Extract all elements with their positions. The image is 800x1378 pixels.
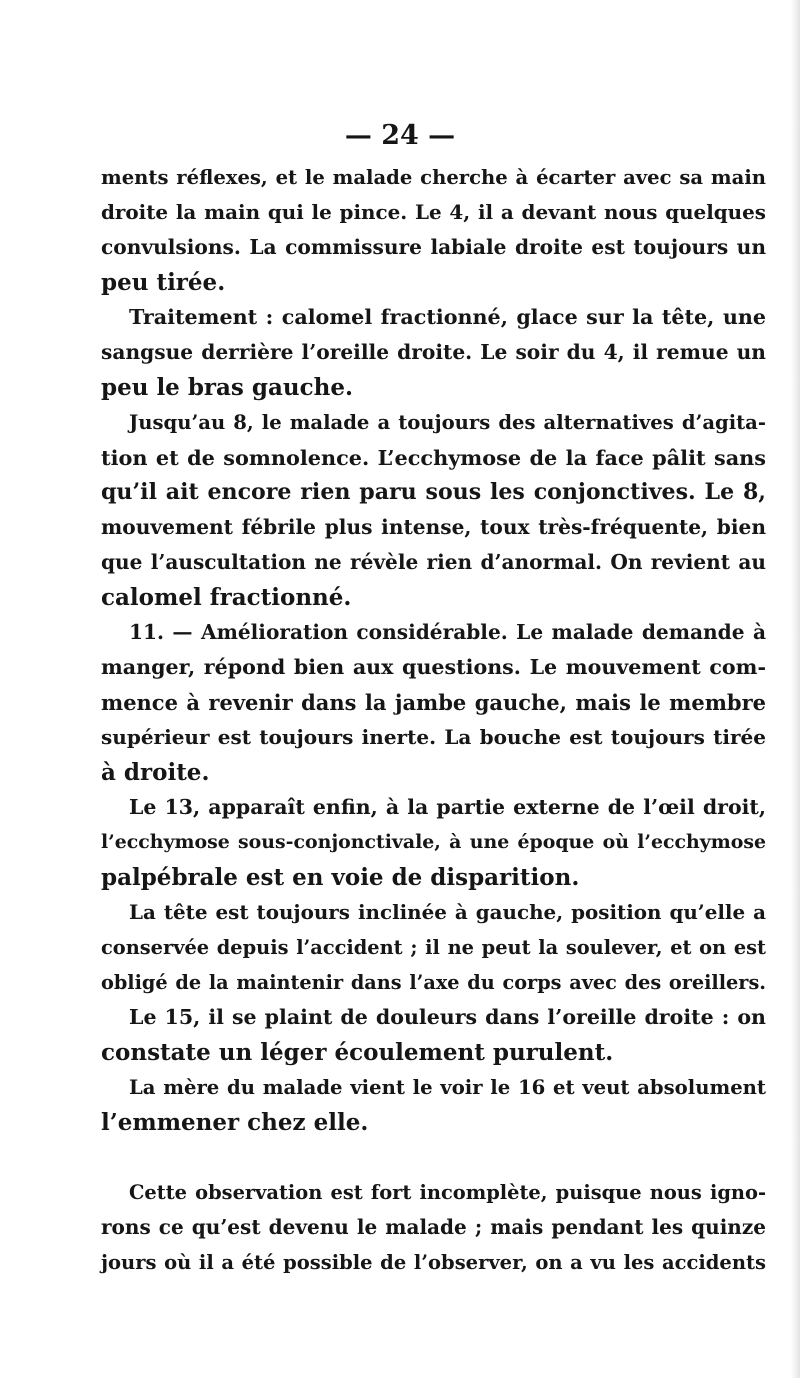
- text-line: La mère du malade vient le voir le 16 et veut absolument: [129, 1076, 766, 1099]
- paragraph-gap: [101, 1140, 766, 1175]
- text-line: sangsue derrière l’oreille droite. Le soir du 4, il remue un: [101, 340, 766, 364]
- text-line: tion et de somnolence. L’ecchymose de la face pâlit sans: [101, 445, 766, 470]
- text-line: peu tirée.: [101, 269, 226, 296]
- text-line: droite la main qui le pince. Le 4, il a devant nous quelques: [101, 200, 766, 224]
- body-text: [101, 160, 766, 1280]
- text-line: supérieur est toujours inerte. La bouche est toujours tirée: [101, 725, 766, 749]
- text-line: calomel fractionné.: [101, 584, 352, 611]
- text-line: Le 13, apparaît enfin, à la partie externe de l’œil droit,: [129, 795, 766, 819]
- text-line: Cette observation est fort incomplète, puisque nous igno-: [129, 1181, 766, 1204]
- text-line: La tête est toujours inclinée à gauche, position qu’elle a: [129, 900, 766, 924]
- text-line: conservée depuis l’accident ; il ne peut la soulever, et on est: [101, 936, 766, 959]
- text-line: qu’il ait encore rien paru sous les conjonctives. Le 8,: [101, 479, 766, 505]
- text-line: constate un léger écoulement purulent.: [101, 1039, 614, 1066]
- text-line: peu le bras gauche.: [101, 374, 353, 401]
- text-line: l’emmener chez elle.: [101, 1109, 369, 1136]
- text-line: à droite.: [101, 759, 210, 786]
- text-line: Traitement : calomel fractionné, glace sur la tête, une: [129, 305, 766, 329]
- text-line: mouvement fébrile plus intense, toux très-fréquente, bien: [101, 515, 766, 539]
- text-line: convulsions. La commissure labiale droite est toujours un: [101, 235, 766, 259]
- text-line: obligé de la maintenir dans l’axe du corps avec des oreillers.: [101, 971, 766, 994]
- text-line: 11. — Amélioration considérable. Le malade demande à: [129, 620, 766, 644]
- page-edge-shadow: [790, 0, 800, 1378]
- text-line: l’ecchymose sous-conjonctivale, à une époque où l’ecchymose: [101, 831, 766, 853]
- page-number: — 24 —: [344, 120, 456, 151]
- text-line: manger, répond bien aux questions. Le mouvement com-: [101, 655, 766, 679]
- text-line: mence à revenir dans la jambe gauche, mais le membre: [101, 690, 766, 715]
- text-line: Le 15, il se plaint de douleurs dans l’oreille droite : on: [129, 1005, 766, 1029]
- text-line: Jusqu’au 8, le malade a toujours des alternatives d’agita-: [129, 411, 766, 434]
- text-line: que l’auscultation ne révèle rien d’anormal. On revient au: [101, 550, 766, 574]
- text-line: palpébrale est en voie de disparition.: [101, 864, 580, 891]
- text-line: jours où il a été possible de l’observer, on a vu les accidents: [101, 1251, 766, 1274]
- text-line: rons ce qu’est devenu le malade ; mais pendant les quinze: [101, 1215, 766, 1239]
- text-line: ments réflexes, et le malade cherche à écarter avec sa main: [101, 166, 766, 189]
